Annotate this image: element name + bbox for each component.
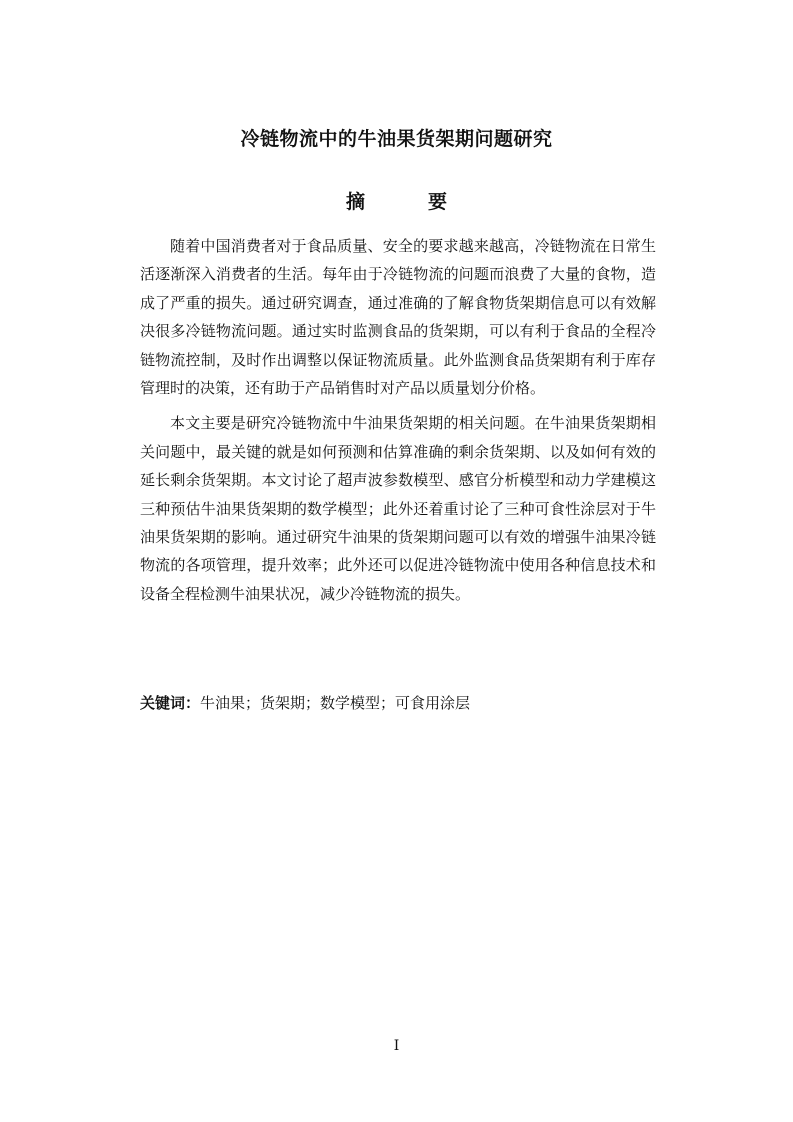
page-number: I xyxy=(393,1038,400,1054)
keywords-label: 关键词： xyxy=(140,694,201,712)
keywords-text: 牛油果；货架期；数学模型；可食用涂层 xyxy=(200,694,471,712)
abstract-heading: 摘 要 xyxy=(345,191,469,213)
keywords-line xyxy=(140,689,656,717)
abstract-body xyxy=(140,232,656,615)
page-title: 冷链物流中的牛油果货架期问题研究 xyxy=(240,128,553,150)
abstract-paragraph-2: 本文主要是研究冷链物流中牛油果货架期的相关问题。在牛油果货架期相关问题中，最关键的就是如何预测和估算准确的剩余货架期、以及如何有效的延长剩余货架期。本文讨论了超声波参数模型、感官分析模型和动力学建模这三种预估牛油果货架期的数学模型；此外还着重讨论了三种可食性涂层对于牛油果货架期的影响。通过研究牛油果的货架期问题可以有效的增强牛油果冷链物流的各项管理，提升效率；此外还可以促进冷链物流中使用各种信息技术和设备全程检测牛油果状况，减少冷链物流的损失。 xyxy=(140,414,656,603)
abstract-paragraph-1: 随着中国消费者对于食品质量、安全的要求越来越高，冷链物流在日常生活逐渐深入消费者的生活。每年由于冷链物流的问题而浪费了大量的食物，造成了严重的损失。通过研究调查，通过准确的了解食物货架期信息可以有效解决很多冷链物流问题。通过实时监测食品的货架期，可以有利于食品的全程冷链物流控制，及时作出调整以保证物流质量。此外监测食品货架期有利于库存管理时的决策，还有助于产品销售时对产品以质量划分价格。 xyxy=(140,237,656,398)
